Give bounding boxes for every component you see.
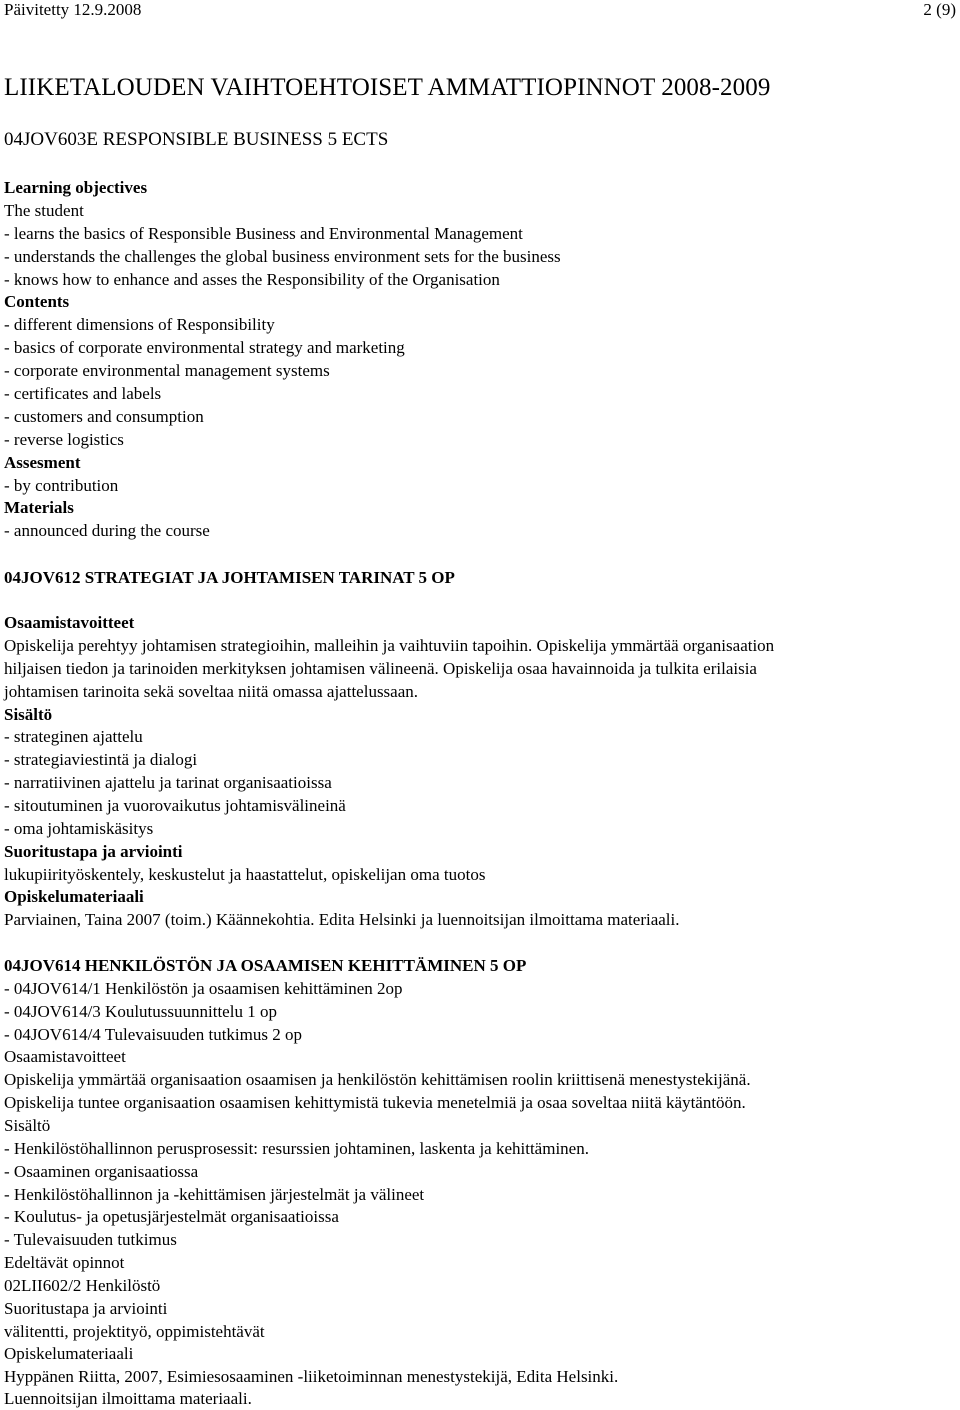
contents-item: - Osaaminen organisaatiossa — [4, 1162, 199, 1181]
objectives-paragraph-line: Opiskelija ymmärtää organisaation osaamisen ja henkilöstön kehittämisen roolin kriittisenä menestystekijänä. — [4, 1070, 751, 1089]
contents-item: - strategiaviestintä ja dialogi — [4, 750, 198, 769]
contents-item: - strateginen ajattelu — [4, 727, 143, 746]
suoritustapa-heading: Suoritustapa ja arviointi — [4, 842, 183, 861]
opiskelumateriaali-heading: Opiskelumateriaali — [4, 1344, 134, 1363]
materials-line: Hyppänen Riitta, 2007, Esimiesosaaminen -liiketoiminnan menestystekijä, Edita Helsinki. — [4, 1367, 619, 1386]
contents-item: - customers and consumption — [4, 407, 204, 426]
objectives-intro: The student — [4, 201, 84, 220]
document-title: LIIKETALOUDEN VAIHTOEHTOISET AMMATTIOPINNOT 2008-2009 — [4, 74, 771, 101]
assessment-heading: Assesment — [4, 453, 81, 472]
sisalto-heading: Sisältö — [4, 1116, 51, 1135]
assessment-item: - by contribution — [4, 476, 119, 495]
contents-item: - oma johtamiskäsitys — [4, 819, 154, 838]
contents-item: - basics of corporate environmental strategy and marketing — [4, 338, 405, 357]
course-title-strategiat: 04JOV612 STRATEGIAT JA JOHTAMISEN TARINAT 5 OP — [4, 568, 455, 587]
subcourse-item: - 04JOV614/3 Koulutussuunnittelu 1 op — [4, 1002, 277, 1021]
contents-item: - narratiivinen ajattelu ja tarinat organisaatioissa — [4, 773, 332, 792]
contents-item: - certificates and labels — [4, 384, 162, 403]
contents-item: - Henkilöstöhallinnon ja -kehittämisen järjestelmät ja välineet — [4, 1185, 425, 1204]
objectives-paragraph-line: johtamisen tarinoita sekä soveltaa niitä omassa ajattelussaan. — [4, 682, 419, 701]
materials-text: Parviainen, Taina 2007 (toim.) Käännekohtia. Edita Helsinki ja luennoitsijan ilmoittama materiaali. — [4, 910, 680, 929]
contents-item: - sitoutuminen ja vuorovaikutus johtamisvälineinä — [4, 796, 346, 815]
objectives-paragraph-line: Opiskelija tuntee organisaation osaamisen kehittymistä tukevia menetelmiä ja osaa soveltaa niitä käytäntöön. — [4, 1093, 746, 1112]
contents-item: - reverse logistics — [4, 430, 124, 449]
contents-item: - Henkilöstöhallinnon perusprosessit: resurssien johtaminen, laskenta ja kehittäminen. — [4, 1139, 589, 1158]
method-text: välitentti, projektityö, oppimistehtävät — [4, 1322, 265, 1341]
osaamistavoitteet-heading: Osaamistavoitteet — [4, 1047, 126, 1066]
objectives-paragraph-line: Opiskelija perehtyy johtamisen strategioihin, malleihin ja vaihtuviin tapoihin. Opiskelija ymmärtää organisaation — [4, 636, 775, 655]
contents-item: - Koulutus- ja opetusjärjestelmät organisaatioissa — [4, 1207, 339, 1226]
objective-item: - knows how to enhance and asses the Responsibility of the Organisation — [4, 270, 500, 289]
materials-heading: Materials — [4, 498, 74, 517]
suoritustapa-heading: Suoritustapa ja arviointi — [4, 1299, 168, 1318]
objectives-paragraph-line: hiljaisen tiedon ja tarinoiden merkityksen johtamisen välineenä. Opiskelija osaa havainnoida ja tulkita erilaisia — [4, 659, 757, 678]
subcourse-item: - 04JOV614/4 Tulevaisuuden tutkimus 2 op — [4, 1025, 302, 1044]
objective-item: - understands the challenges the global business environment sets for the business — [4, 247, 561, 266]
page-number: 2 (9) — [923, 0, 956, 19]
contents-item: - different dimensions of Responsibility — [4, 315, 275, 334]
opiskelumateriaali-heading: Opiskelumateriaali — [4, 887, 144, 906]
sisalto-heading: Sisältö — [4, 705, 53, 724]
contents-item: - corporate environmental management systems — [4, 361, 330, 380]
subcourse-item: - 04JOV614/1 Henkilöstön ja osaamisen kehittäminen 2op — [4, 979, 403, 998]
learning-objectives-heading: Learning objectives — [4, 178, 148, 197]
updated-date: Päivitetty 12.9.2008 — [4, 0, 142, 19]
objective-item: - learns the basics of Responsible Business and Environmental Management — [4, 224, 523, 243]
course-title-responsible-business: 04JOV603E RESPONSIBLE BUSINESS 5 ECTS — [4, 129, 389, 150]
materials-item: - announced during the course — [4, 521, 210, 540]
course-title-henkiloston: 04JOV614 HENKILÖSTÖN JA OSAAMISEN KEHITTÄMINEN 5 OP — [4, 956, 527, 975]
method-text: lukupiirityöskentely, keskustelut ja haastattelut, opiskelijan oma tuotos — [4, 865, 486, 884]
contents-heading: Contents — [4, 292, 70, 311]
contents-item: - Tulevaisuuden tutkimus — [4, 1230, 177, 1249]
materials-line: Luennoitsijan ilmoittama materiaali. — [4, 1389, 252, 1408]
prerequisites-heading: Edeltävät opinnot — [4, 1253, 125, 1272]
osaamistavoitteet-heading: Osaamistavoitteet — [4, 613, 135, 632]
prerequisites-text: 02LII602/2 Henkilöstö — [4, 1276, 161, 1295]
